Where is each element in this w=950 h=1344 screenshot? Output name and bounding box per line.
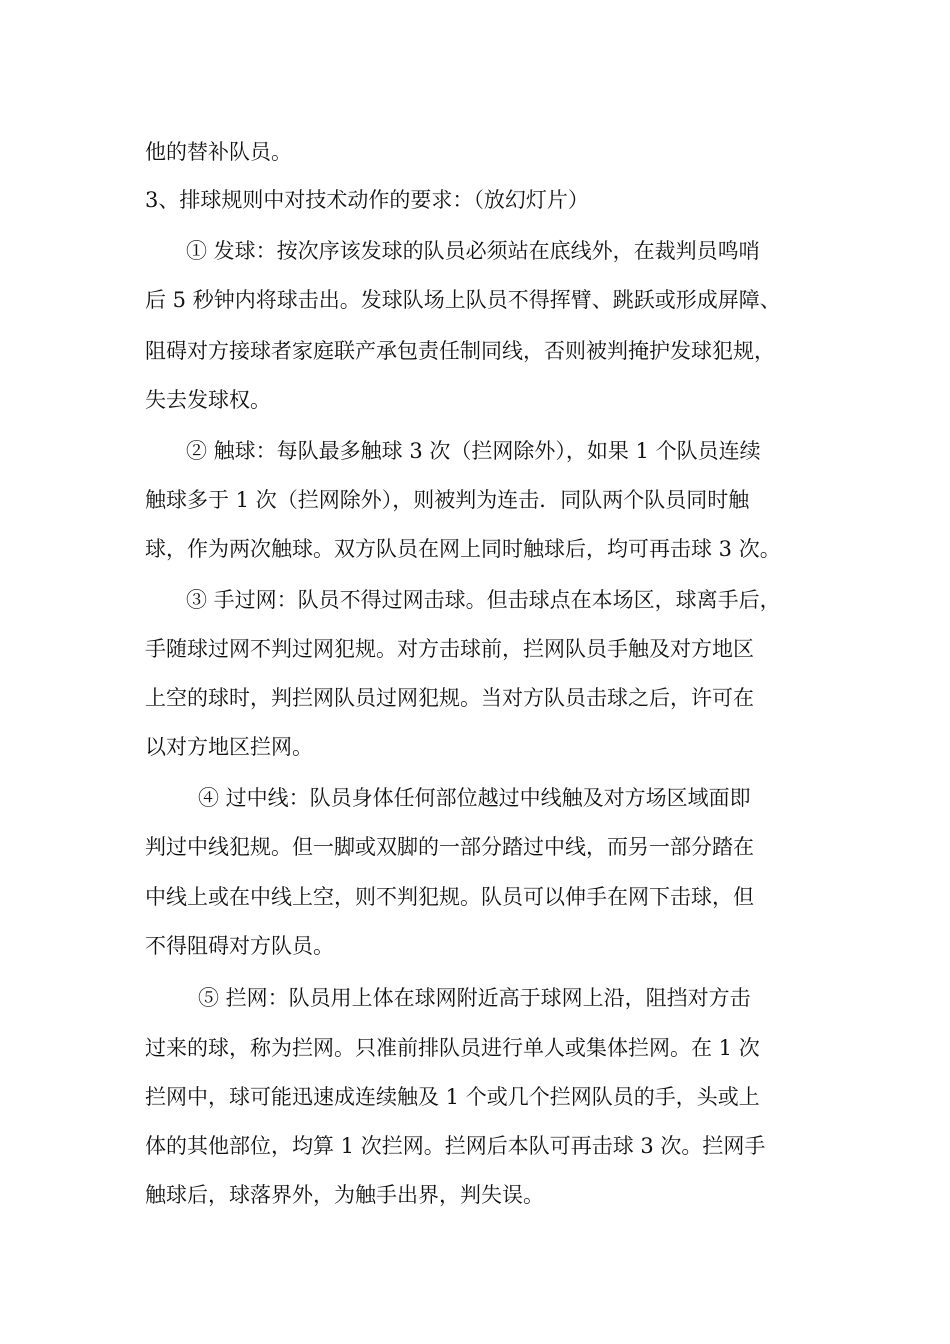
text-line: 手随球过网不判过网犯规。对方击球前，拦网队员手触及对方地区: [145, 637, 754, 661]
text-line: 上空的球时，判拦网队员过网犯规。当对方队员击球之后，许可在: [145, 686, 754, 710]
text-line: 3、排球规则中对技术动作的要求：（放幻灯片）: [145, 188, 589, 212]
text-line: 球，作为两次触球。双方队员在网上同时触球后，均可再击球 3 次。: [145, 537, 781, 561]
text-line: ⑤ 拦网：队员用上体在球网附近高于球网上沿，阻挡对方击: [198, 986, 751, 1010]
text-line: 不得阻碍对方队员。: [145, 934, 334, 958]
text-line: ② 触球：每队最多触球 3 次（拦网除外），如果 1 个队员连续: [186, 439, 761, 463]
text-line: ① 发球：按次序该发球的队员必须站在底线外，在裁判员鸣哨: [186, 239, 760, 263]
text-line: 后 5 秒钟内将球击出。发球队场上队员不得挥臂、跳跃或形成屏障、: [145, 288, 781, 312]
text-line: 中线上或在中线上空，则不判犯规。队员可以伸手在网下击球，但: [145, 885, 754, 909]
text-line: 以对方地区拦网。: [145, 735, 313, 759]
text-line: ③ 手过网：队员不得过网击球。但击球点在本场区，球离手后，: [186, 588, 781, 612]
text-line: 他的替补队员。: [145, 140, 292, 164]
text-line: 阻碍对方接球者家庭联产承包责任制同线，否则被判掩护发球犯规，: [145, 339, 775, 363]
text-line: 判过中线犯规。但一脚或双脚的一部分踏过中线，而另一部分踏在: [145, 835, 754, 859]
text-line: 触球后，球落界外，为触手出界，判失误。: [145, 1183, 544, 1207]
text-line: 过来的球，称为拦网。只准前排队员进行单人或集体拦网。在 1 次: [145, 1036, 760, 1060]
text-line: 拦网中，球可能迅速成连续触及 1 个或几个拦网队员的手，头或上: [145, 1085, 760, 1109]
text-line: ④ 过中线：队员身体任何部位越过中线触及对方场区域面即: [198, 786, 751, 810]
text-line: 失去发球权。: [145, 388, 271, 412]
text-line: 体的其他部位，均算 1 次拦网。拦网后本队可再击球 3 次。拦网手: [145, 1134, 766, 1158]
text-line: 触球多于 1 次（拦网除外），则被判为连击．同队两个队员同时触: [145, 488, 750, 512]
